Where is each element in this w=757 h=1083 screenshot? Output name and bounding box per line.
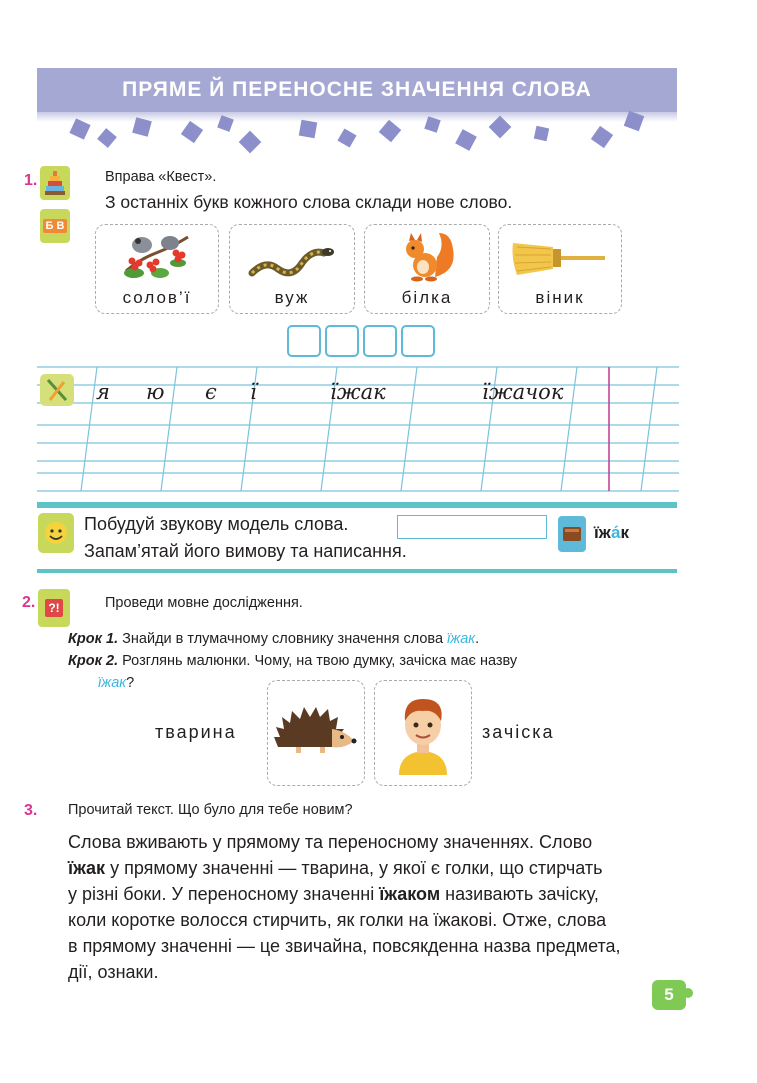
- boy-with-spiky-hair-icon: [391, 691, 455, 777]
- rowan-berries-icon: [120, 229, 192, 285]
- section-separator: [37, 502, 677, 508]
- reading-text: Слова вживають у прямому та переносному значеннях. Слово їжак у прямому значенні — тварина, у якої є голки, що стирчать у різні боки. У переносному значенні їжаком називають зачіску, коли коротке волосся стирчить, як голки на їжакові. Отже, слова в прямому значенні — це звичайна, повсякденна назва предмета, дії, ознаки.: [68, 832, 621, 982]
- page-title: ПРЯМЕ Й ПЕРЕНОСНЕ ЗНАЧЕННЯ СЛОВА: [122, 78, 592, 101]
- hedgehog-icon: [272, 703, 358, 763]
- pyramid-toy-icon: [40, 166, 70, 200]
- card-label: вуж: [274, 288, 310, 307]
- decor-square: [239, 131, 262, 154]
- decor-square: [424, 116, 440, 132]
- pencil-icon: [40, 374, 74, 406]
- card-label: солов’ї: [122, 288, 192, 307]
- page-number: 5: [664, 985, 674, 1004]
- squirrel-icon: [395, 227, 459, 285]
- exercise-2-task: Проведи мовне дослідження.: [105, 595, 303, 611]
- alphabet-blocks-icon: Б В: [40, 209, 70, 243]
- page-number-badge: [652, 980, 686, 1010]
- picture-card: [374, 680, 472, 786]
- exercise-1-task: З останніх букв кожного слова склади нове слово.: [105, 192, 513, 212]
- decor-square: [97, 128, 117, 148]
- copybook-word: їжак: [330, 380, 386, 404]
- book-icon: [558, 516, 586, 552]
- copybook-letter: ї: [250, 380, 257, 404]
- model-instruction-line1: Побудуй звукову модель слова.: [84, 514, 349, 534]
- answer-cell[interactable]: [287, 325, 321, 357]
- decor-square: [337, 128, 356, 147]
- model-word: їжа́к: [594, 523, 630, 542]
- copybook-word: їжачок: [482, 380, 564, 404]
- animal-label: тварина: [155, 722, 237, 742]
- copybook-letter: я: [96, 380, 110, 404]
- exercise-1-subtitle: Вправа «Квест».: [105, 169, 217, 185]
- answer-cell[interactable]: [325, 325, 359, 357]
- snake-icon: [248, 239, 336, 279]
- banner-shadow: [37, 112, 677, 122]
- puzzle-knob: [683, 988, 693, 998]
- decor-square: [455, 129, 477, 151]
- decor-square: [534, 126, 549, 141]
- word-card: [364, 224, 490, 314]
- step-2: Крок 2. Розглянь малюнки. Чому, на твою думку, зачіска має назву: [68, 653, 518, 669]
- exercise-3-number: 3.: [24, 802, 38, 819]
- copybook-letter: є: [205, 380, 217, 404]
- word-card: [95, 224, 219, 314]
- word-card: [498, 224, 622, 314]
- section-separator: [37, 569, 677, 573]
- step-1: Крок 1. Знайди в тлумачному словнику значення слова їжак.: [68, 631, 480, 647]
- smiley-icon: [38, 513, 74, 553]
- step-2-word: їжак?: [98, 675, 135, 691]
- exercise-2-number: 2.: [22, 594, 36, 611]
- decor-square: [591, 126, 613, 148]
- picture-card: [267, 680, 365, 786]
- exercise-1-number: 1.: [24, 172, 38, 189]
- decor-square: [132, 117, 152, 137]
- question-exclaim-icon: ?!: [38, 589, 70, 627]
- page-title-banner: [37, 68, 677, 112]
- decor-square: [299, 120, 318, 139]
- broom-icon: [509, 235, 609, 279]
- copybook-letter: ю: [146, 380, 165, 404]
- sound-model-box[interactable]: [397, 515, 547, 539]
- card-label: віник: [535, 288, 585, 307]
- word-card: [229, 224, 355, 314]
- answer-cells: [287, 325, 435, 357]
- answer-cell[interactable]: [363, 325, 397, 357]
- model-instruction-line2: Запам’ятай його вимову та написання.: [84, 541, 407, 561]
- answer-cell[interactable]: [401, 325, 435, 357]
- card-label: білка: [401, 288, 453, 307]
- decor-square: [379, 120, 402, 143]
- hairstyle-label: зачіска: [482, 722, 555, 742]
- exercise-3-task: Прочитай текст. Що було для тебе новим?: [68, 802, 353, 818]
- decor-square: [181, 121, 203, 143]
